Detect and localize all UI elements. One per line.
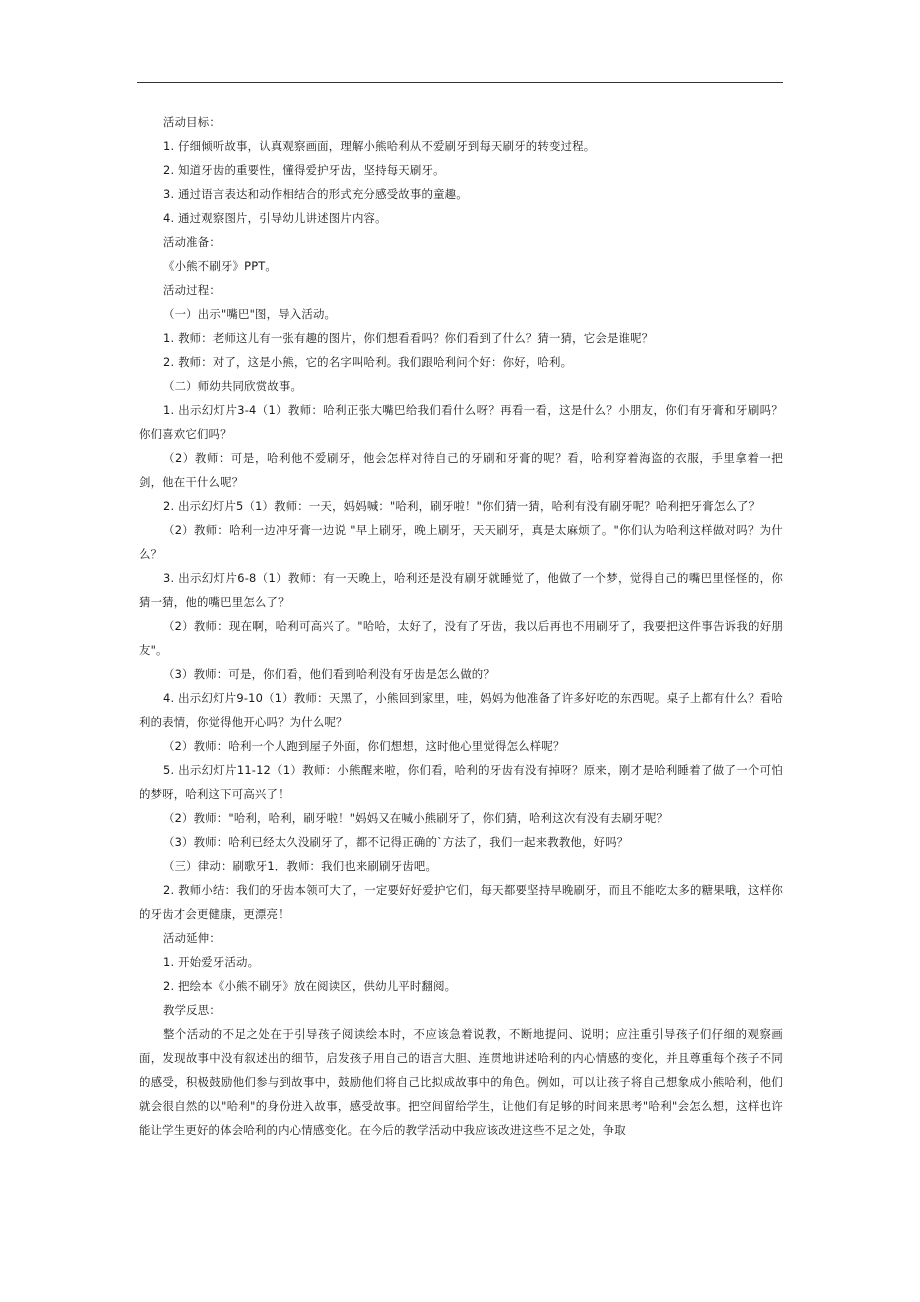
paragraph: （2）教师：现在啊，哈利可高兴了。"哈哈，太好了，没有了牙齿，我以后再也不用刷牙了，我要把这件事告诉我的好朋友"。 [139,619,783,657]
paragraph: 1. 开始爱牙活动。 [163,955,260,969]
paragraph: （三）律动：刷歌牙1．教师：我们也来刷刷牙齿吧。 [163,859,438,873]
paragraph: （2）教师：可是，哈利他不爱刷牙，他会怎样对待自己的牙刷和牙膏的呢？看，哈利穿着海盗的衣服，手里拿着一把剑，他在干什么呢？ [139,451,783,489]
paragraph: （2）教师：哈利一边冲牙膏一边说 "早上刷牙，晚上刷牙，天天刷牙，真是太麻烦了。"你们认为哈利这样做对吗？为什么？ [139,523,783,561]
paragraph: （3）教师：哈利已经太久没刷牙了，都不记得正确的`方法了，我们一起来教教他，好吗？ [163,835,629,849]
paragraph: 2. 知道牙齿的重要性，懂得爱护牙齿，坚持每天刷牙。 [163,163,445,177]
paragraph: 活动目标： [163,115,221,129]
paragraph: 2. 出示幻灯片5（1）教师：一天，妈妈喊："哈利，刷牙啦！"你们猜一猜，哈利有没有刷牙呢？哈利把牙膏怎么了？ [163,499,761,513]
header-rule [137,82,783,83]
paragraph: 1. 教师：老师这儿有一张有趣的图片，你们想看看吗？你们看到了什么？猜一猜，它会是谁呢？ [163,331,654,345]
paragraph: 活动延伸： [163,931,221,945]
paragraph: （二）师幼共同欣赏故事。 [163,379,303,393]
paragraph: 5. 出示幻灯片11-12（1）教师：小熊醒来啦，你们看，哈利的牙齿有没有掉呀？原来，刚才是哈利睡着了做了一个可怕的梦呀，哈利这下可高兴了！ [139,763,783,801]
paragraph: 2. 教师：对了，这是小熊，它的名字叫哈利。我们跟哈利问个好：你好，哈利。 [163,355,573,369]
paragraph: 《小熊不刷牙》PPT。 [163,259,278,273]
document-body [139,110,783,1142]
paragraph: 4. 通过观察图片，引导幼儿讲述图片内容。 [163,211,387,225]
paragraph: 3. 通过语言表达和动作相结合的形式充分感受故事的童趣。 [163,187,468,201]
paragraph: 1. 出示幻灯片3-4（1）教师：哈利正张大嘴巴给我们看什么呀？再看一看，这是什么？小朋友，你们有牙膏和牙刷吗？你们喜欢它们吗？ [139,403,783,441]
paragraph: 3. 出示幻灯片6-8（1）教师：有一天晚上，哈利还是没有刷牙就睡觉了，他做了一个梦，觉得自己的嘴巴里怪怪的，你猜一猜，他的嘴巴里怎么了？ [139,571,783,609]
paragraph: 整个活动的不足之处在于引导孩子阅读绘本时，不应该急着说教，不断地提问、说明；应注重引导孩子们仔细的观察画面，发现故事中没有叙述出的细节，启发孩子用自己的语言大胆、连贯地讲述哈利的内心情感的变化，并且尊重每个孩子不同的感受，积极鼓励他们参与到故事中，鼓励他们将自己比拟成故事中的角色。例如，可以让孩子将自己想象成小熊哈利，他们就会很自然的以"哈利"的身份进入故事，感受故事。把空间留给学生，让他们有足够的时间来思考"哈利"会怎么想，这样也许能让学生更好的体会哈利的内心情感变化。在今后的教学活动中我应该改进这些不足之处，争取 [139,1027,783,1137]
paragraph: （一）出示"嘴巴"图，导入活动。 [163,307,337,321]
paragraph: 2. 教师小结：我们的牙齿本领可大了，一定要好好爱护它们，每天都要坚持早晚刷牙，而且不能吃太多的糖果哦，这样你的牙齿才会更健康，更漂亮！ [139,883,783,921]
paragraph: 2. 把绘本《小熊不刷牙》放在阅读区，供幼儿平时翻阅。 [163,979,457,993]
paragraph: 4. 出示幻灯片9-10（1）教师：天黑了，小熊回到家里，哇，妈妈为他准备了许多好吃的东西呢。桌子上都有什么？看哈利的表情，你觉得他开心吗？为什么呢？ [139,691,783,729]
paragraph: 活动准备： [163,235,221,249]
paragraph: （2）教师：哈利一个人跑到屋子外面，你们想想，这时他心里觉得怎么样呢？ [163,739,565,753]
paragraph: 活动过程： [163,283,221,297]
paragraph: （2）教师："哈利，哈利，刷牙啦！"妈妈又在喊小熊刷牙了，你们猜，哈利这次有没有去刷牙呢？ [163,811,669,825]
paragraph: （3）教师：可是，你们看，他们看到哈利没有牙齿是怎么做的？ [163,667,495,681]
paragraph: 教学反思： [163,1003,221,1017]
paragraph: 1. 仔细倾听故事，认真观察画面，理解小熊哈利从不爱刷牙到每天刷牙的转变过程。 [163,139,596,153]
